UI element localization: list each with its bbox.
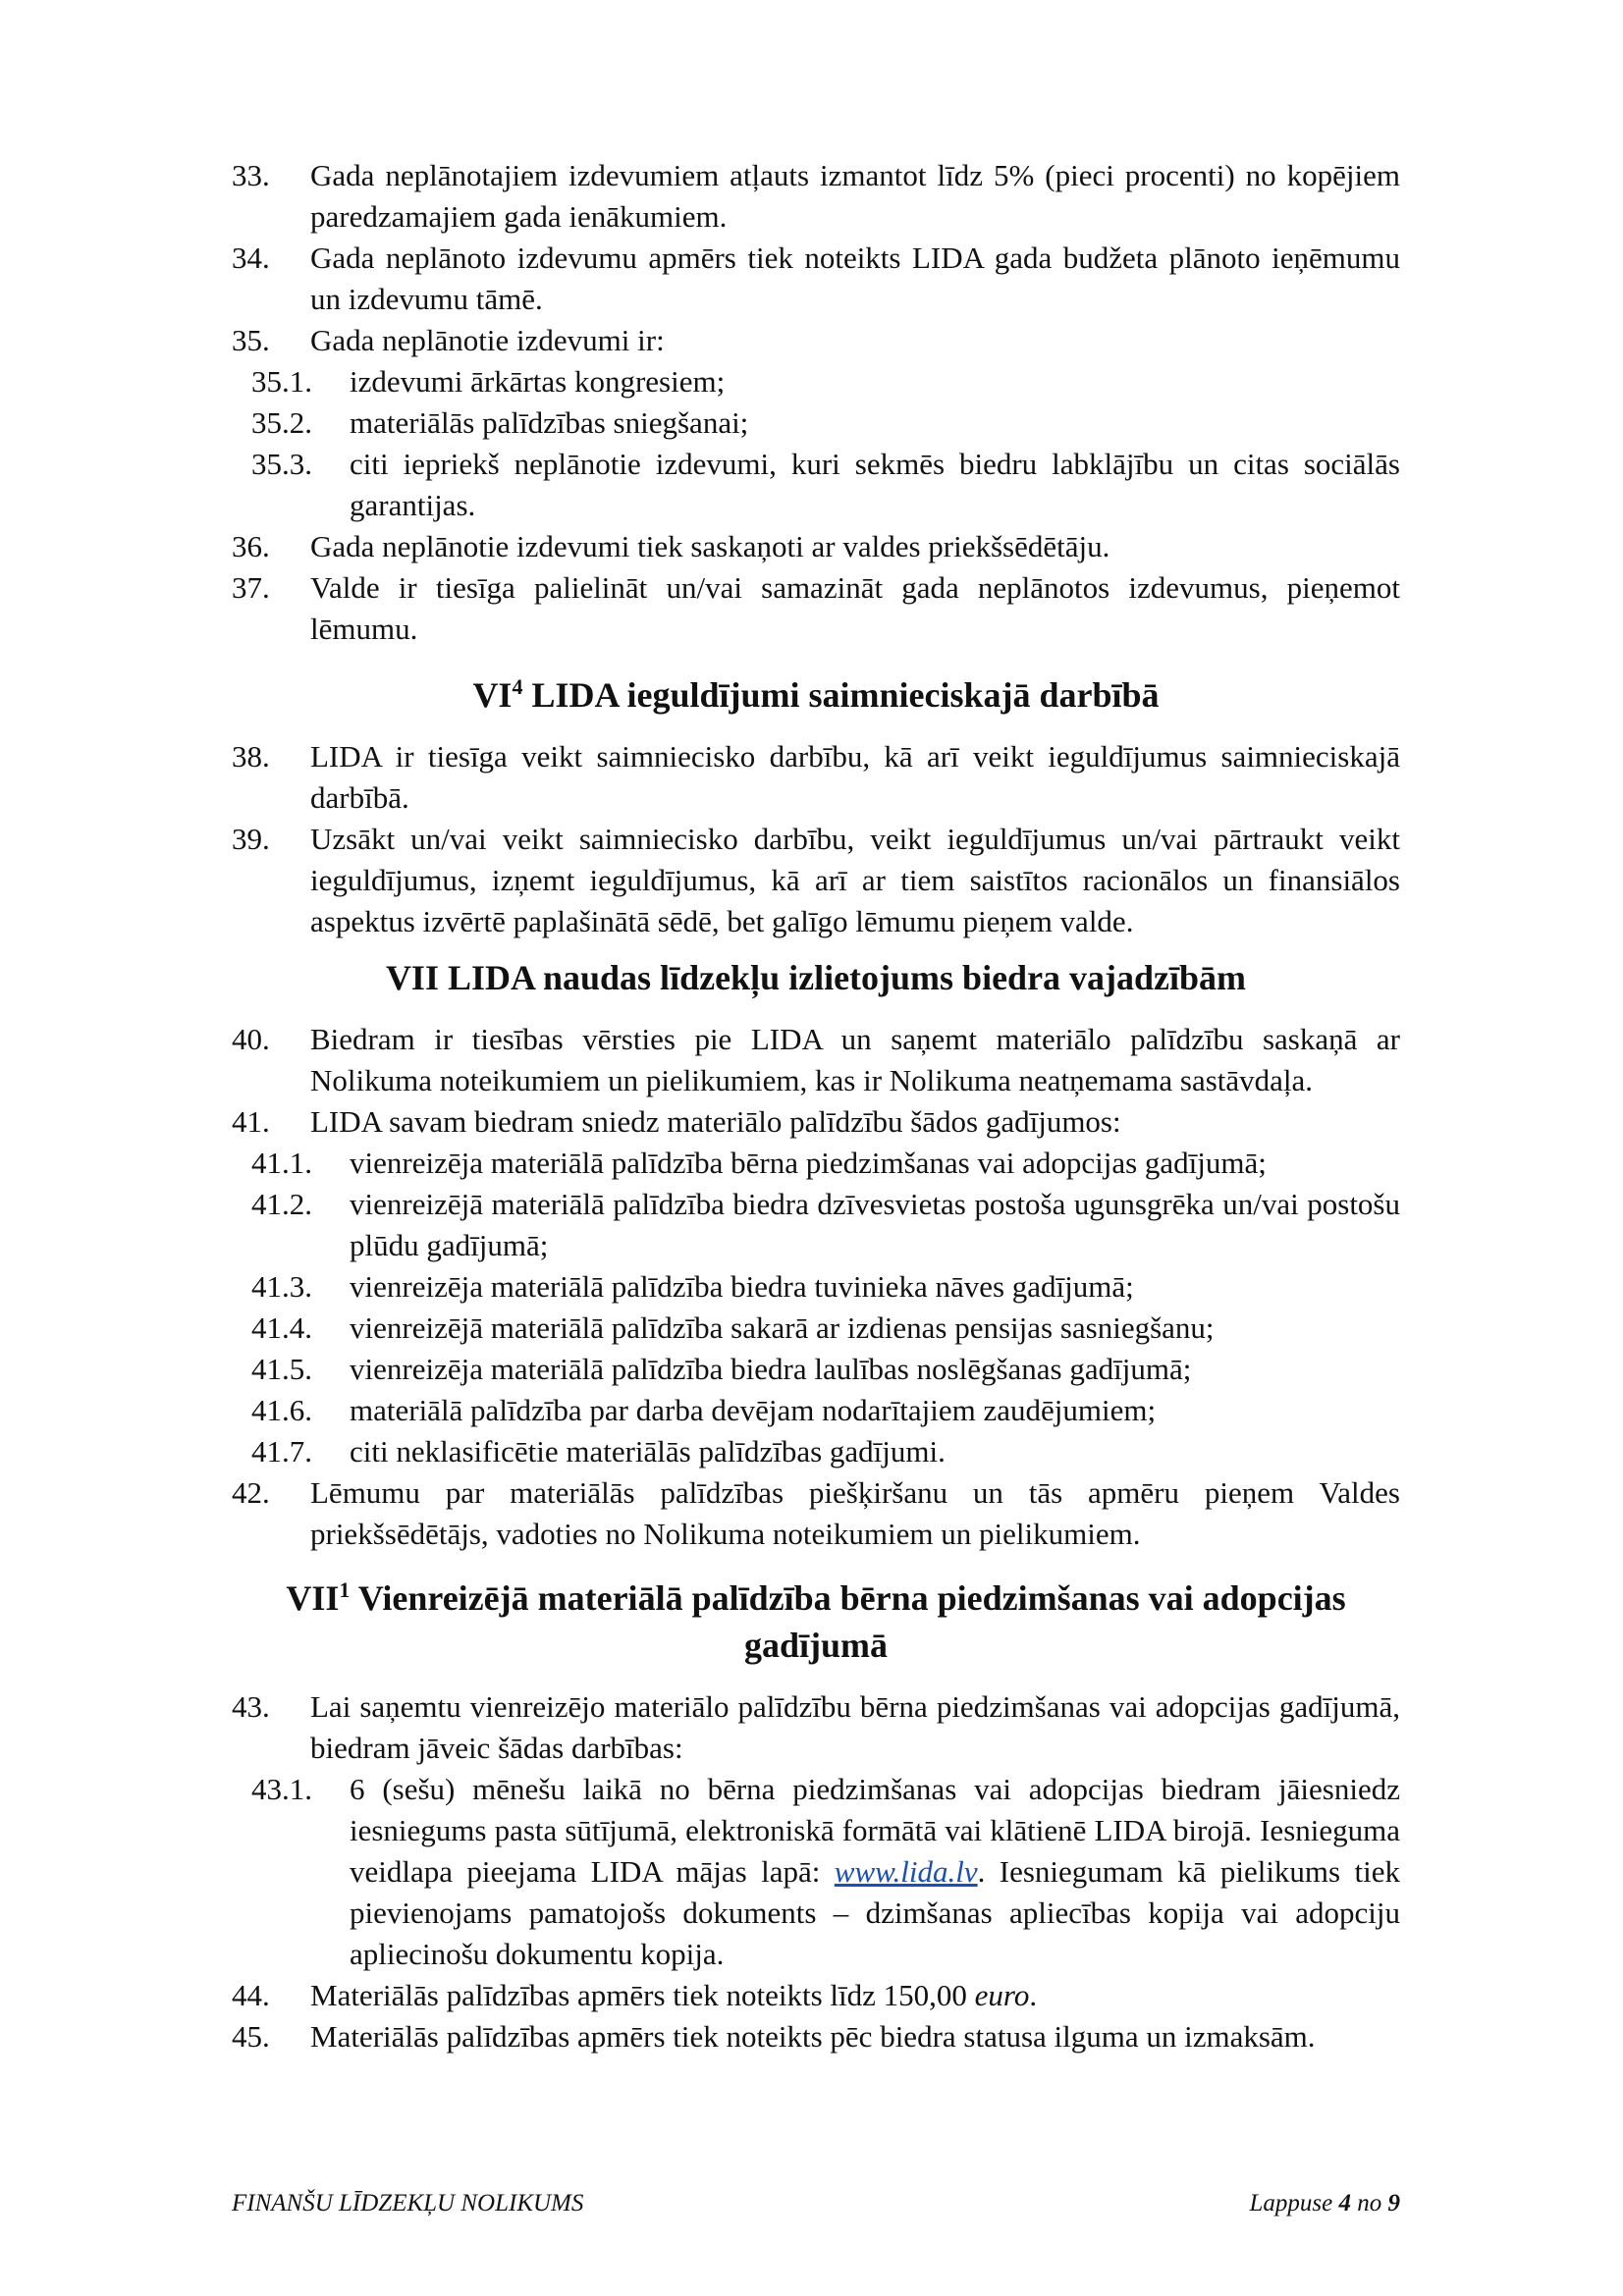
clause-number: 35.1.: [251, 364, 312, 399]
clause-number: 45.: [232, 2019, 270, 2054]
clause-number: 39.: [232, 822, 270, 856]
clause-text: LIDA savam biedram sniedz materiālo palīdzību šādos gadījumos:: [310, 1104, 1121, 1139]
clause-number: 41.2.: [251, 1187, 312, 1221]
clause-43: [232, 1686, 1400, 1769]
heading-superscript: 4: [512, 674, 523, 699]
clause-number: 40.: [232, 1022, 270, 1056]
clause-41-4: [232, 1308, 1400, 1349]
clause-41-2: [232, 1184, 1400, 1266]
clause-number: 41.: [232, 1104, 270, 1139]
clause-41: [232, 1101, 1400, 1143]
clause-36: [232, 526, 1400, 567]
heading-text: VII LIDA naudas līdzekļu izlietojums biedra vajadzībām: [385, 958, 1247, 997]
heading-text: Vienreizējā materiālā palīdzība bērna piedzimšanas vai adopcijas gadījumā: [350, 1578, 1346, 1665]
clause-38: [232, 736, 1400, 819]
clause-42: [232, 1472, 1400, 1555]
clause-number: 41.3.: [251, 1269, 312, 1304]
clause-text: [310, 1975, 1400, 2016]
heading-roman: VII: [286, 1578, 340, 1618]
clause-41-3: [232, 1266, 1400, 1308]
clause-number: 33.: [232, 158, 270, 192]
clause-text-part: .: [1029, 1978, 1038, 2012]
clause-44: [232, 1975, 1400, 2016]
clause-39: [232, 819, 1400, 942]
clause-number: 41.1.: [251, 1146, 312, 1180]
clause-number: 38.: [232, 739, 270, 774]
clause-number: 42.: [232, 1475, 270, 1510]
clause-number: 43.1.: [251, 1772, 312, 1806]
clause-35: [232, 320, 1400, 361]
clause-41-6: [232, 1390, 1400, 1431]
currency-word: euro: [974, 1978, 1030, 2012]
clause-35-2: [232, 402, 1400, 444]
page-of: no: [1351, 2190, 1388, 2216]
page-number: [1250, 2189, 1400, 2218]
clause-34: [232, 238, 1400, 320]
page-label: Lappuse: [1249, 2190, 1339, 2216]
clause-text: materiālā palīdzība par darba devējam nodarītajiem zaudējumiem;: [350, 1393, 1157, 1427]
document-body: [232, 155, 1400, 2057]
clause-text: citi iepriekš neplānotie izdevumi, kuri sekmēs biedru labklājību un citas sociālās garantijas.: [350, 447, 1400, 522]
clause-41-1: [232, 1143, 1400, 1184]
clause-number: 41.5.: [251, 1352, 312, 1386]
clause-35-1: [232, 361, 1400, 402]
clause-number: 35.3.: [251, 447, 312, 481]
clause-text: Materiālās palīdzības apmērs tiek noteikts pēc biedra statusa ilguma un izmaksām.: [310, 2019, 1316, 2054]
clause-37: [232, 567, 1400, 650]
clause-text: materiālās palīdzības sniegšanai;: [350, 405, 749, 440]
clause-41-5: [232, 1349, 1400, 1390]
clause-number: 36.: [232, 529, 270, 563]
section-heading-vi4: [232, 671, 1400, 719]
clause-text: Gada neplānotie izdevumi ir:: [310, 323, 665, 357]
clause-40: [232, 1019, 1400, 1101]
section-heading-vii1: [232, 1575, 1400, 1669]
document-title-footer: FINANŠU LĪDZEKĻU NOLIKUMS: [232, 2190, 584, 2216]
clause-text: Biedram ir tiesības vērsties pie LIDA un saņemt materiālo palīdzību saskaņā ar Nolikuma noteikumiem un pielikumiem, kas ir Nolikuma neatņemama sastāvdaļa.: [310, 1022, 1400, 1097]
heading-superscript: 1: [339, 1577, 351, 1602]
clause-text: izdevumi ārkārtas kongresiem;: [350, 364, 726, 399]
clause-number: 43.: [232, 1689, 270, 1724]
clause-number: 35.2.: [251, 405, 312, 440]
clause-35-3: [232, 444, 1400, 526]
clause-text: vienreizēja materiālā palīdzība biedra tuvinieka nāves gadījumā;: [350, 1269, 1134, 1304]
clause-text: Gada neplānoto izdevumu apmērs tiek noteikts LIDA gada budžeta plānoto ieņēmumu un izdevumu tāmē.: [310, 240, 1400, 316]
page-current: 4: [1338, 2190, 1351, 2216]
clause-text: citi neklasificētie materiālās palīdzības gadījumi.: [350, 1434, 946, 1468]
clause-number: 34.: [232, 240, 270, 275]
clause-text-part: . Iesniegumam kā pielikums tiek pievienojams pamatojošs dokuments – dzimšanas apliecības kopija vai adopciju apliecinošu dokumentu kopija.: [350, 1854, 1400, 1971]
heading-text: LIDA ieguldījumi saimnieciskajā darbībā: [522, 675, 1160, 715]
clause-number: 44.: [232, 1978, 270, 2012]
clause-text: vienreizēja materiālā palīdzība bērna piedzimšanas vai adopcijas gadījumā;: [350, 1146, 1267, 1180]
clause-text: Lēmumu par materiālās palīdzības piešķiršanu un tās apmēru pieņem Valdes priekšsēdētājs, vadoties no Nolikuma noteikumiem un pielikumiem.: [310, 1475, 1400, 1551]
clause-text: vienreizējā materiālā palīdzība biedra dzīvesvietas postoša ugunsgrēka un/vai postošu plūdu gadījumā;: [350, 1187, 1400, 1262]
clause-text: LIDA ir tiesīga veikt saimniecisko darbību, kā arī veikt ieguldījumus saimnieciskajā darbībā.: [310, 739, 1400, 815]
clause-45: [232, 2016, 1400, 2057]
clause-number: 41.7.: [251, 1434, 312, 1468]
clause-text: Uzsākt un/vai veikt saimniecisko darbību, veikt ieguldījumus un/vai pārtraukt veikt ieguldījumus, izņemt ieguldījumus, kā arī ar tiem saistītos racionālos un finansiālos aspektus izvērtē paplašinātā sēdē, bet galīgo lēmumu pieņem valde.: [310, 822, 1400, 938]
clause-number: 41.4.: [251, 1310, 312, 1345]
clause-text: Gada neplānotajiem izdevumiem atļauts izmantot līdz 5% (pieci procenti) no kopējiem paredzamajiem gada ienākumiem.: [310, 158, 1400, 234]
clause-number: 37.: [232, 570, 270, 605]
clause-43-1: [232, 1769, 1400, 1975]
clause-text-part: 6 (sešu) mēnešu laikā no bērna piedzimšanas vai adopcijas biedram jāiesniedz iesniegums pasta sūtījumā, elektroniskā formātā vai klātienē LIDA birojā. Iesnieguma veidlapa pieejama LIDA mājas lapā:: [350, 1772, 1400, 1889]
heading-roman: VI: [472, 675, 513, 715]
section-heading-vii: [232, 954, 1400, 1001]
clause-text: Valde ir tiesīga palielināt un/vai samazināt gada neplānotos izdevumus, pieņemot lēmumu.: [310, 570, 1400, 646]
lida-website-link[interactable]: www.lida.lv: [834, 1854, 978, 1889]
clause-text: [350, 1769, 1400, 1975]
clause-text: vienreizējā materiālā palīdzība sakarā ar izdienas pensijas sasniegšanu;: [350, 1310, 1215, 1345]
clause-text: Lai saņemtu vienreizējo materiālo palīdzību bērna piedzimšanas vai adopcijas gadījumā, biedram jāveic šādas darbības:: [310, 1689, 1400, 1765]
clause-number: 35.: [232, 323, 270, 357]
clause-text-part: Materiālās palīdzības apmērs tiek noteikts līdz 150,00: [310, 1978, 975, 2012]
clause-text: vienreizēja materiālā palīdzība biedra laulības noslēgšanas gadījumā;: [350, 1352, 1192, 1386]
clause-41-7: [232, 1431, 1400, 1472]
page-total: 9: [1387, 2190, 1400, 2216]
clause-text: Gada neplānotie izdevumi tiek saskaņoti ar valdes priekšsēdētāju.: [310, 529, 1110, 563]
clause-number: 41.6.: [251, 1393, 312, 1427]
clause-33: [232, 155, 1400, 238]
